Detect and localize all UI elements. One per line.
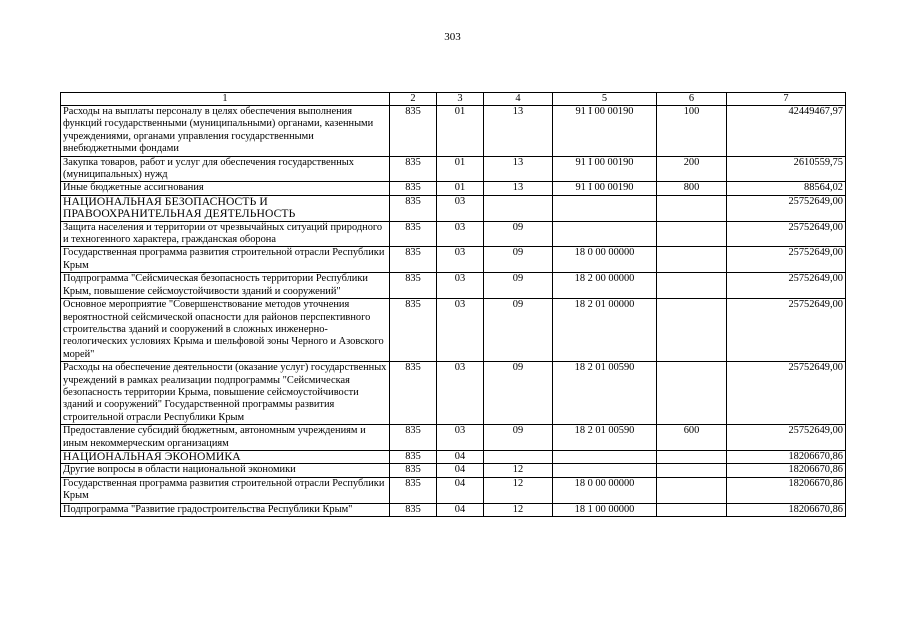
row-vr-cell: 100 [657, 106, 727, 157]
row-rz-cell: 03 [437, 425, 484, 451]
row-rz-cell: 03 [437, 362, 484, 425]
col-header: 4 [484, 93, 553, 106]
row-sum-cell: 25752649,00 [727, 273, 846, 299]
row-name-cell: Основное мероприятие "Совершенствование методов уточнения вероятностной сейсмической опасности для районов перспективного строительства зданий и сооружений в сложных инженерно-геологических условиях Крыма и шельфовой зоны Черного и Азовского морей" [61, 299, 390, 362]
row-gr-cell: 835 [390, 362, 437, 425]
row-rz-cell: 03 [437, 195, 484, 221]
row-csr-cell: 18 2 01 00590 [553, 362, 657, 425]
row-gr-cell: 835 [390, 477, 437, 503]
col-header: 5 [553, 93, 657, 106]
row-vr-cell [657, 221, 727, 247]
row-rz-cell: 03 [437, 273, 484, 299]
row-csr-cell [553, 221, 657, 247]
row-sum-cell: 42449467,97 [727, 106, 846, 157]
col-header: 7 [727, 93, 846, 106]
row-pr-cell: 09 [484, 362, 553, 425]
row-csr-cell: 91 I 00 00190 [553, 182, 657, 195]
table-row [61, 362, 846, 425]
row-pr-cell: 09 [484, 425, 553, 451]
row-name-cell: Государственная программа развития строительной отрасли Республики Крым [61, 247, 390, 273]
row-name-cell: Предоставление субсидий бюджетным, автономным учреждениям и иным некоммерческим организациям [61, 425, 390, 451]
row-csr-cell: 18 0 00 00000 [553, 247, 657, 273]
row-gr-cell: 835 [390, 450, 437, 463]
row-name-cell: Подпрограмма "Развитие градостроительства Республики Крым" [61, 503, 390, 516]
row-vr-cell [657, 299, 727, 362]
row-vr-cell [657, 273, 727, 299]
row-rz-cell: 03 [437, 299, 484, 362]
table-row [61, 273, 846, 299]
row-sum-cell: 18206670,86 [727, 450, 846, 463]
row-pr-cell: 12 [484, 464, 553, 477]
row-gr-cell: 835 [390, 195, 437, 221]
row-vr-cell [657, 450, 727, 463]
row-gr-cell: 835 [390, 273, 437, 299]
row-gr-cell: 835 [390, 425, 437, 451]
row-name-cell: НАЦИОНАЛЬНАЯ БЕЗОПАСНОСТЬ И ПРАВООХРАНИТЕЛЬНАЯ ДЕЯТЕЛЬНОСТЬ [61, 195, 390, 221]
row-gr-cell: 835 [390, 156, 437, 182]
row-vr-cell: 200 [657, 156, 727, 182]
row-vr-cell [657, 362, 727, 425]
table-row [61, 299, 846, 362]
row-gr-cell: 835 [390, 299, 437, 362]
row-sum-cell: 25752649,00 [727, 221, 846, 247]
page-number: 303 [444, 31, 461, 43]
row-pr-cell [484, 450, 553, 463]
row-pr-cell [484, 195, 553, 221]
row-pr-cell: 12 [484, 503, 553, 516]
row-gr-cell: 835 [390, 182, 437, 195]
row-vr-cell [657, 247, 727, 273]
table-row [61, 477, 846, 503]
row-csr-cell: 18 2 01 00590 [553, 425, 657, 451]
row-csr-cell: 91 I 00 00190 [553, 106, 657, 157]
row-vr-cell [657, 464, 727, 477]
col-header: 2 [390, 93, 437, 106]
row-sum-cell: 25752649,00 [727, 195, 846, 221]
row-rz-cell: 04 [437, 450, 484, 463]
row-sum-cell: 25752649,00 [727, 362, 846, 425]
row-vr-cell: 800 [657, 182, 727, 195]
table-row [61, 156, 846, 182]
row-csr-cell: 91 I 00 00190 [553, 156, 657, 182]
row-vr-cell [657, 503, 727, 516]
row-gr-cell: 835 [390, 221, 437, 247]
row-rz-cell: 04 [437, 503, 484, 516]
row-csr-cell: 18 0 00 00000 [553, 477, 657, 503]
row-pr-cell: 13 [484, 182, 553, 195]
table-row [61, 464, 846, 477]
row-name-cell: Расходы на обеспечение деятельности (оказание услуг) государственных учреждений в рамках реализации подпрограммы "Сейсмическая безопасность территории Крыма, повышение сейсмоустойчивости зданий и сооружений" Государственной программы развития строительной отрасли Республики Крым [61, 362, 390, 425]
row-rz-cell: 03 [437, 221, 484, 247]
row-sum-cell: 18206670,86 [727, 503, 846, 516]
table-row [61, 195, 846, 221]
row-name-cell: Закупка товаров, работ и услуг для обеспечения государственных (муниципальных) нужд [61, 156, 390, 182]
row-gr-cell: 835 [390, 464, 437, 477]
row-name-cell: Подпрограмма "Сейсмическая безопасность территории Республики Крым, повышение сейсмоустойчивости зданий и сооружений" [61, 273, 390, 299]
col-header: 1 [61, 93, 390, 106]
table-row [61, 182, 846, 195]
row-rz-cell: 04 [437, 464, 484, 477]
row-pr-cell: 09 [484, 221, 553, 247]
row-rz-cell: 04 [437, 477, 484, 503]
row-gr-cell: 835 [390, 247, 437, 273]
row-name-cell: Защита населения и территории от чрезвычайных ситуаций природного и техногенного характера, гражданская оборона [61, 221, 390, 247]
table-row [61, 425, 846, 451]
row-name-cell: Расходы на выплаты персоналу в целях обеспечения выполнения функций государственными (муниципальными) органами, казенными учреждениями, органами управления государственными внебюджетными фондами [61, 106, 390, 157]
row-name-cell: НАЦИОНАЛЬНАЯ ЭКОНОМИКА [61, 450, 390, 463]
row-rz-cell: 03 [437, 247, 484, 273]
row-csr-cell [553, 464, 657, 477]
row-gr-cell: 835 [390, 106, 437, 157]
row-csr-cell: 18 1 00 00000 [553, 503, 657, 516]
header-row [61, 93, 846, 106]
row-pr-cell: 09 [484, 247, 553, 273]
row-csr-cell [553, 195, 657, 221]
row-sum-cell: 25752649,00 [727, 247, 846, 273]
row-rz-cell: 01 [437, 106, 484, 157]
row-vr-cell [657, 195, 727, 221]
table-row [61, 450, 846, 463]
table-row [61, 503, 846, 516]
row-pr-cell: 13 [484, 156, 553, 182]
row-pr-cell: 09 [484, 299, 553, 362]
row-rz-cell: 01 [437, 182, 484, 195]
row-gr-cell: 835 [390, 503, 437, 516]
row-rz-cell: 01 [437, 156, 484, 182]
row-csr-cell: 18 2 00 00000 [553, 273, 657, 299]
row-sum-cell: 18206670,86 [727, 464, 846, 477]
row-sum-cell: 25752649,00 [727, 299, 846, 362]
table-row [61, 106, 846, 157]
row-sum-cell: 25752649,00 [727, 425, 846, 451]
table-row [61, 247, 846, 273]
row-sum-cell: 18206670,86 [727, 477, 846, 503]
row-sum-cell: 88564,02 [727, 182, 846, 195]
row-csr-cell: 18 2 01 00000 [553, 299, 657, 362]
col-header: 6 [657, 93, 727, 106]
row-vr-cell [657, 477, 727, 503]
row-pr-cell: 13 [484, 106, 553, 157]
row-pr-cell: 12 [484, 477, 553, 503]
row-name-cell: Другие вопросы в области национальной экономики [61, 464, 390, 477]
row-name-cell: Государственная программа развития строительной отрасли Республики Крым [61, 477, 390, 503]
table-row [61, 221, 846, 247]
row-pr-cell: 09 [484, 273, 553, 299]
col-header: 3 [437, 93, 484, 106]
row-name-cell: Иные бюджетные ассигнования [61, 182, 390, 195]
budget-table [60, 92, 846, 517]
row-csr-cell [553, 450, 657, 463]
row-vr-cell: 600 [657, 425, 727, 451]
row-sum-cell: 2610559,75 [727, 156, 846, 182]
